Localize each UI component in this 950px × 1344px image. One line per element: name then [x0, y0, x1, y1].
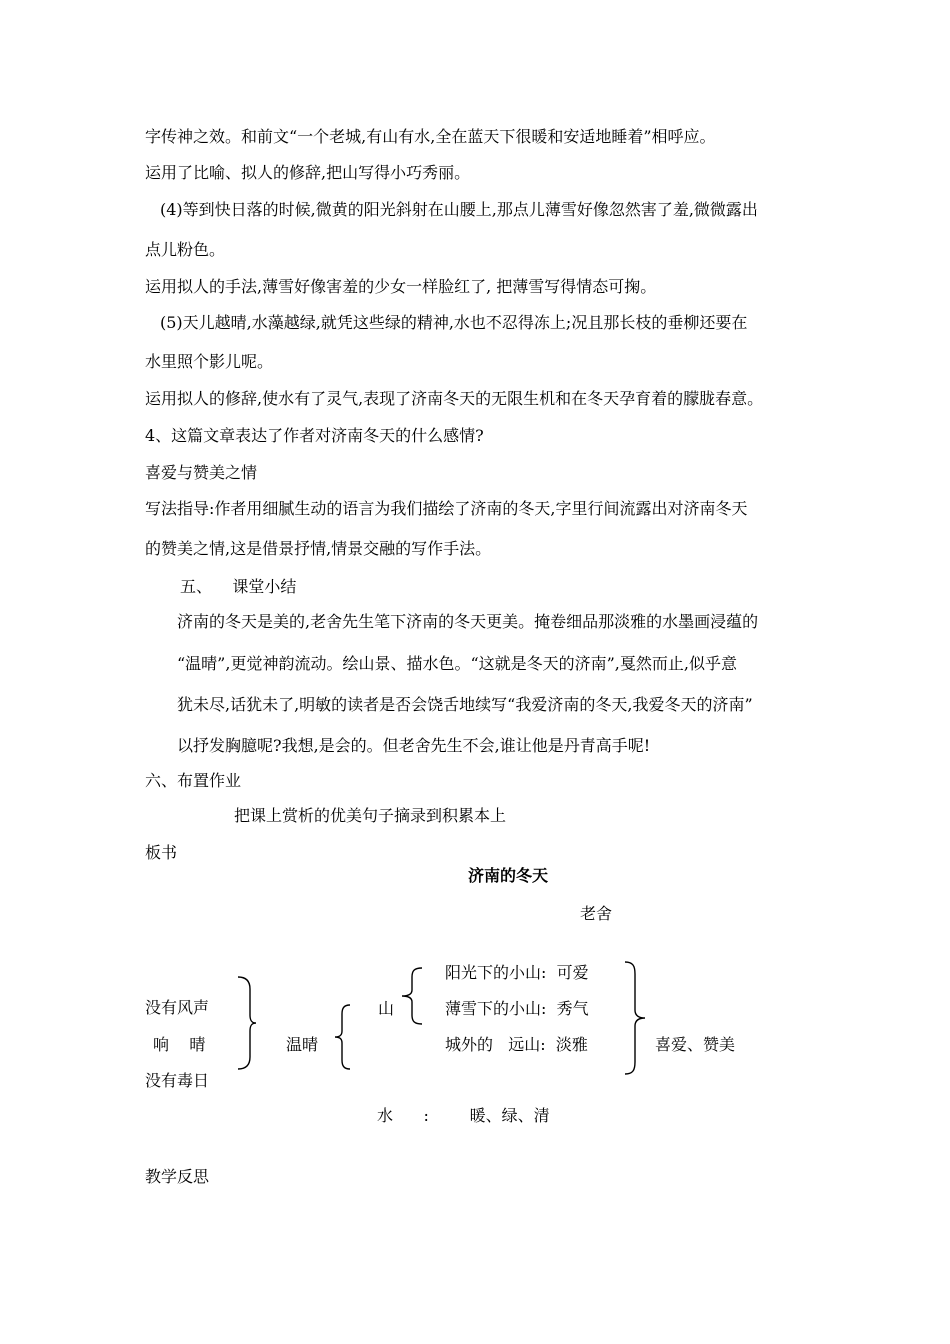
board-title: 济南的冬天 — [468, 866, 549, 885]
summary-line: 济南的冬天是美的,老舍先生笔下济南的冬天更美。掩卷细品那淡雅的水墨画浸蕴的 — [177, 612, 759, 631]
reflection-heading: 教学反思 — [145, 1167, 210, 1186]
board-emotion: 喜爱、赞美 — [655, 1035, 736, 1054]
answer-line: 喜爱与赞美之情 — [145, 463, 258, 482]
summary-line: 以抒发胸臆呢?我想,是会的。但老舍先生不会,谁让他是丹青高手呢! — [177, 736, 651, 755]
question-heading: 4、这篇文章表达了作者对济南冬天的什么感情? — [145, 426, 484, 445]
right-bracket — [236, 975, 260, 1071]
board-water: 水 : 暖、绿、清 — [377, 1106, 550, 1125]
summary-line: 犹未尽,话犹未了,明敏的读者是否会饶舌地续写“我爱济南的冬天,我爱冬天的济南” — [177, 695, 753, 714]
homework-line: 把课上赏析的优美句子摘录到积累本上 — [234, 806, 507, 825]
paragraph-line: 运用拟人的手法,薄雪好像害羞的少女一样脸红了, 把薄雪写得情态可掬。 — [145, 277, 657, 296]
paragraph-line: 运用了比喻、拟人的修辞,把山写得小巧秀丽。 — [145, 163, 471, 182]
left-brace — [330, 1003, 354, 1071]
board-left-item: 没有毒日 — [145, 1071, 210, 1090]
board-mid-item: 温晴 — [286, 1035, 319, 1054]
summary-line: “温晴”,更觉神韵流动。绘山景、描水色。“这就是冬天的济南”,戛然而止,似乎意 — [177, 654, 737, 673]
board-shan: 山 — [378, 999, 395, 1018]
paragraph-line: 运用拟人的修辞,使水有了灵气,表现了济南冬天的无限生机和在冬天孕育着的朦胧春意。 — [145, 389, 764, 408]
paragraph-line: 水里照个影儿呢。 — [145, 352, 274, 371]
section-heading: 五、 课堂小结 — [180, 577, 297, 596]
board-author: 老舍 — [580, 904, 613, 923]
paragraph-line: (4)等到快日落的时候,微黄的阳光斜射在山腰上,那点儿薄雪好像忽然害了羞,微微露出 — [160, 200, 758, 219]
board-left-item: 响 晴 — [153, 1035, 206, 1054]
right-brace — [623, 960, 649, 1076]
board-left-item: 没有风声 — [145, 998, 210, 1017]
paragraph-line: (5)天儿越晴,水藻越绿,就凭这些绿的精神,水也不忍得冻上;况且那长枝的垂柳还要在 — [160, 313, 748, 332]
paragraph-line: 的赞美之情,这是借景抒情,情景交融的写作手法。 — [145, 539, 492, 558]
left-brace — [396, 966, 426, 1026]
paragraph-line: 点儿粉色。 — [145, 240, 226, 259]
board-right-item: 薄雪下的小山: 秀气 — [445, 999, 589, 1018]
board-label: 板书 — [145, 843, 178, 862]
board-right-item: 阳光下的小山: 可爱 — [445, 963, 589, 982]
paragraph-line: 字传神之效。和前文“一个老城,有山有水,全在蓝天下很暖和安适地睡着”相呼应。 — [145, 127, 716, 146]
paragraph-line: 写法指导:作者用细腻生动的语言为我们描绘了济南的冬天,字里行间流露出对济南冬天 — [145, 499, 748, 518]
section-heading: 六、布置作业 — [145, 771, 242, 790]
board-right-item: 城外的 远山: 淡雅 — [445, 1035, 588, 1054]
